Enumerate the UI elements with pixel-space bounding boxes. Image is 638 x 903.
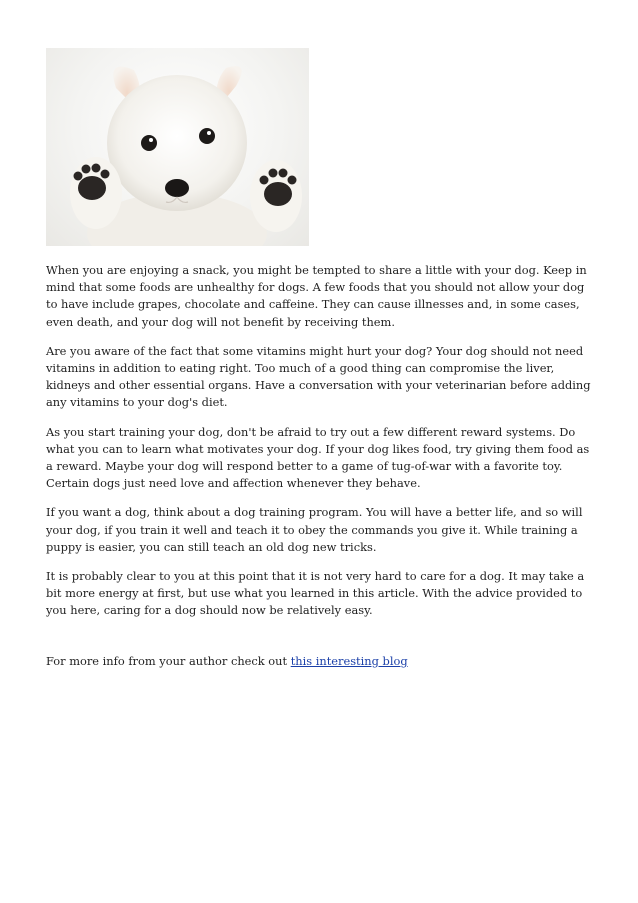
author-footer	[46, 653, 598, 670]
paragraph-5: It is probably clear to you at this point that it is not very hard to care for a dog. It may take a bit more energy at first, but use what you learned in this article. With the advice provided to you here, caring for a dog should now be relatively easy.	[46, 569, 585, 618]
paragraph-2: Are you aware of the fact that some vitamins might hurt your dog? Your dog should not need vitamins in addition to eating right. Too much of a good thing can compromise the liver, kidneys and other essential organs. Have a conversation with your veterinarian before adding any vitamins to your dog's diet.	[46, 343, 591, 410]
dog-photo	[46, 48, 309, 246]
article-body	[46, 262, 598, 632]
paragraph-4: If you want a dog, think about a dog training program. You will have a better life, and so will your dog, if you train it well and teach it to obey the commands you give it. While training a puppy is easier, you can still teach an old dog new tricks.	[46, 505, 583, 554]
dog-illustration	[46, 48, 309, 246]
blog-link[interactable]: this interesting blog	[290, 654, 408, 668]
paragraph-1: When you are enjoying a snack, you might be tempted to share a little with your dog. Keep in mind that some foods are unhealthy for dogs. A few foods that you should not allow your dog to have include grapes, chocolate and caffeine. They can cause illnesses and, in some cases, even death, and your dog will not benefit by receiving them.	[46, 263, 587, 329]
footer-prefix: For more info from your author check out	[46, 654, 291, 668]
paragraph-3: As you start training your dog, don't be afraid to try out a few different reward systems. Do what you can to learn what motivates your dog. If your dog likes food, try giving them food as a reward. Maybe your dog will respond better to a game of tug-of-war with a favorite toy. Certain dogs just need love and affection whenever they behave.	[46, 424, 590, 491]
